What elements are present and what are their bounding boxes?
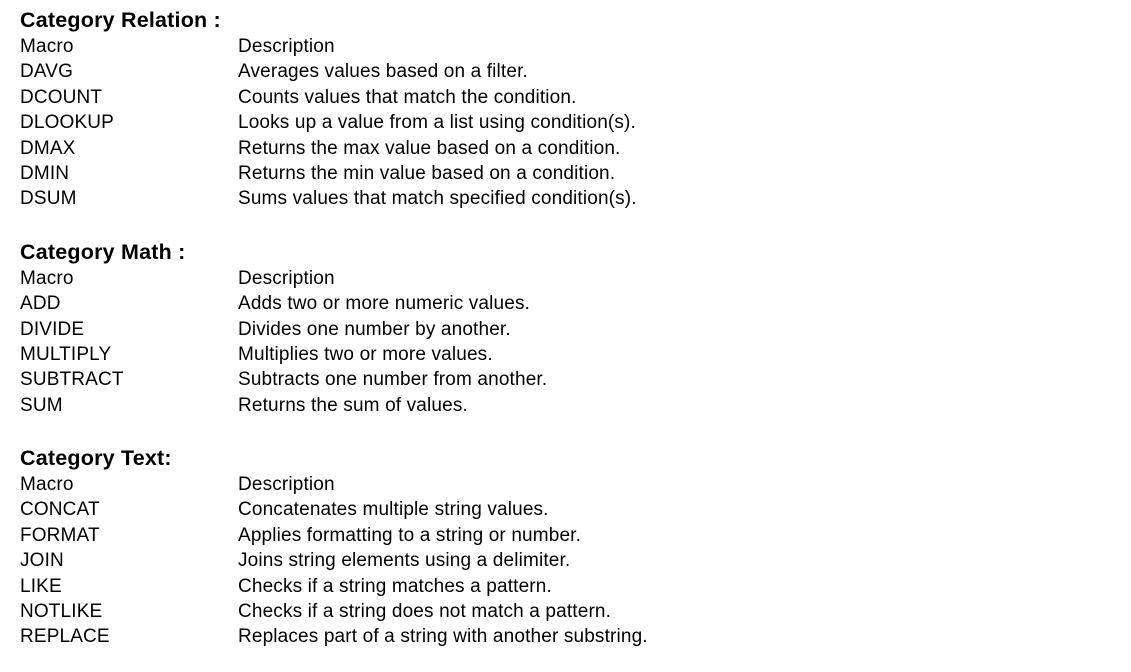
table-header-row	[20, 34, 1120, 59]
description-column-header: Description	[238, 267, 335, 289]
macro-name: MULTIPLY	[20, 343, 112, 365]
macro-description: Returns the min value based on a condition.	[238, 162, 616, 184]
table-row	[20, 599, 1120, 624]
table-row	[20, 523, 1120, 548]
macro-name: DIVIDE	[20, 318, 85, 340]
macro-description: Averages values based on a filter.	[238, 61, 528, 83]
macro-name: FORMAT	[20, 524, 100, 546]
macro-description: Returns the max value based on a condition.	[238, 137, 621, 159]
table-row	[20, 317, 1120, 342]
description-column-header: Description	[238, 474, 335, 496]
macro-description: Checks if a string matches a pattern.	[238, 575, 552, 597]
table-header-row	[20, 266, 1120, 291]
table-row	[20, 110, 1120, 135]
macro-description: Subtracts one number from another.	[238, 369, 548, 391]
table-row	[20, 85, 1120, 110]
table-row	[20, 548, 1120, 573]
macro-name: DAVG	[20, 61, 74, 83]
category-title: Category Relation :	[20, 8, 221, 32]
table-row	[20, 497, 1120, 522]
macro-description: Counts values that match the condition.	[238, 86, 577, 108]
macro-name: LIKE	[20, 575, 62, 597]
table-row	[20, 574, 1120, 599]
macro-description: Replaces part of a string with another substring.	[238, 626, 648, 648]
table-row	[20, 624, 1120, 649]
macro-name: NOTLIKE	[20, 601, 103, 623]
macro-description: Adds two or more numeric values.	[238, 293, 531, 315]
macro-description: Concatenates multiple string values.	[238, 499, 549, 521]
macro-description: Joins string elements using a delimiter.	[238, 550, 571, 572]
macro-description: Returns the sum of values.	[238, 394, 468, 416]
macro-description: Sums values that match specified condition(s).	[238, 188, 637, 210]
category-title: Category Text:	[20, 446, 172, 471]
macro-name: DSUM	[20, 188, 77, 210]
macro-column-header: Macro	[20, 36, 74, 57]
table-header-row	[20, 472, 1120, 497]
table-row	[20, 291, 1120, 316]
macro-description: Checks if a string does not match a pattern.	[238, 601, 612, 623]
table-row	[20, 186, 1120, 211]
macro-reference-document	[20, 6, 1120, 650]
macro-name: JOIN	[20, 550, 64, 572]
table-row	[20, 59, 1120, 84]
macro-description: Multiplies two or more values.	[238, 343, 493, 365]
table-row	[20, 367, 1120, 392]
macro-name: DMAX	[20, 137, 76, 159]
macro-column-header: Macro	[20, 267, 74, 289]
macro-name: DCOUNT	[20, 86, 103, 108]
table-row	[20, 161, 1120, 186]
table-row	[20, 136, 1120, 161]
macro-name: SUBTRACT	[20, 369, 124, 391]
macro-name: DMIN	[20, 162, 70, 184]
macro-name: SUM	[20, 394, 63, 416]
description-column-header: Description	[238, 36, 335, 57]
macro-description: Applies formatting to a string or number.	[238, 524, 582, 546]
macro-name: CONCAT	[20, 499, 100, 521]
macro-description: Looks up a value from a list using condition(s).	[238, 112, 636, 134]
macro-name: DLOOKUP	[20, 112, 114, 134]
category-title: Category Math :	[20, 239, 186, 264]
table-row	[20, 393, 1120, 418]
table-row	[20, 342, 1120, 367]
macro-name: ADD	[20, 293, 61, 315]
macro-column-header: Macro	[20, 474, 74, 496]
category-text	[20, 444, 1120, 650]
macro-description: Divides one number by another.	[238, 318, 511, 340]
category-math	[20, 238, 1120, 418]
category-relation	[20, 6, 1120, 212]
macro-name: REPLACE	[20, 626, 110, 648]
